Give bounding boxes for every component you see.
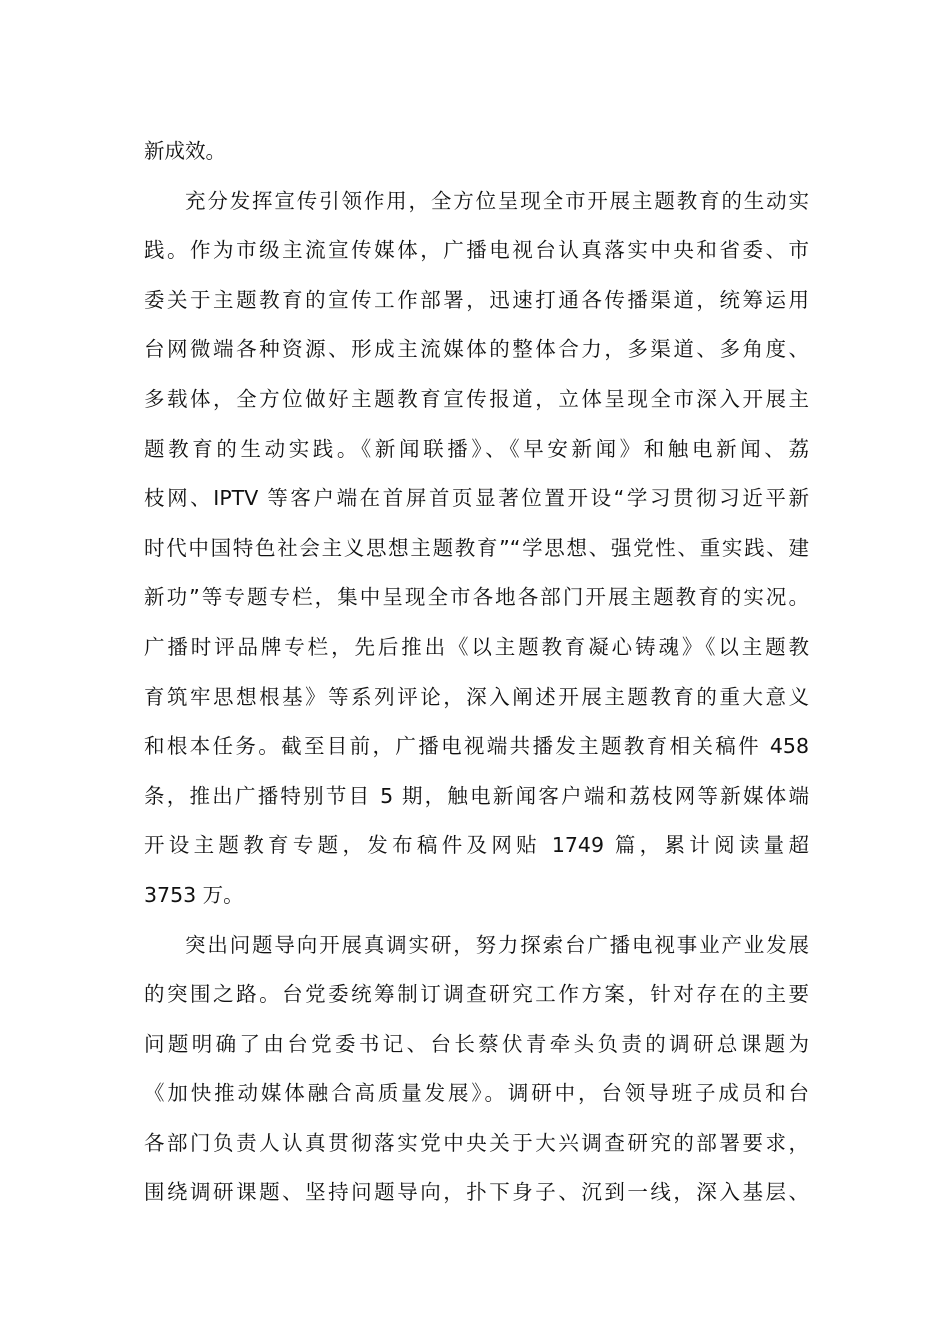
paragraph-2-line-14: 开设主题教育专题，发布稿件及网贴 1749 篇，累计阅读量超 [144,833,809,858]
paragraph-3-line-3: 问题明确了由台党委书记、台长蔡伏青牵头负责的调研总课题为 [144,1031,809,1056]
paragraph-2-line-7: 枝网、IPTV 等客户端在首屏首页显著位置开设“学习贯彻习近平新 [144,486,809,511]
paragraph-3-line-6: 围绕调研课题、坚持问题导向，扑下身子、沉到一线，深入基层、 [144,1180,809,1205]
paragraph-2-line-3: 委关于主题教育的宣传工作部署，迅速打通各传播渠道，统筹运用 [144,287,809,312]
paragraph-3-line-4: 《加快推动媒体融合高质量发展》。调研中，台领导班子成员和台 [144,1081,809,1106]
paragraph-2-line-4: 台网微端各种资源、形成主流媒体的整体合力，多渠道、多角度、 [144,337,809,362]
paragraph-2-line-10: 广播时评品牌专栏，先后推出《以主题教育凝心铸魂》《以主题教 [144,634,809,659]
paragraph-3-line-1: 突出问题导向开展真调实研，努力探索台广播电视事业产业发展 [185,932,809,957]
paragraph-2-line-1: 充分发挥宣传引领作用，全方位呈现全市开展主题教育的生动实 [185,188,809,213]
paragraph-2-line-12: 和根本任务。截至目前，广播电视端共播发主题教育相关稿件 458 [144,734,809,759]
paragraph-2-line-6: 题教育的生动实践。《新闻联播》、《早安新闻》和触电新闻、荔 [144,436,809,461]
document-body [144,127,809,1218]
paragraph-2-line-8: 时代中国特色社会主义思想主题教育”“学思想、强党性、重实践、建 [144,535,809,560]
paragraph-2-line-5: 多载体，全方位做好主题教育宣传报道，立体呈现全市深入开展主 [144,386,809,411]
paragraph-3-line-5: 各部门负责人认真贯彻落实党中央关于大兴调查研究的部署要求， [144,1130,809,1155]
paragraph-2-line-2: 践。作为市级主流宣传媒体，广播电视台认真落实中央和省委、市 [144,238,809,263]
paragraph-2-line-9: 新功”等专题专栏，集中呈现全市各地各部门开展主题教育的实况。 [144,585,809,610]
paragraph-2-line-11: 育筑牢思想根基》等系列评论，深入阐述开展主题教育的重大意义 [144,684,809,709]
paragraph-2-line-13: 条，推出广播特别节目 5 期，触电新闻客户端和荔枝网等新媒体端 [144,783,809,808]
paragraph-3-line-2: 的突围之路。台党委统筹制订调查研究工作方案，针对存在的主要 [144,982,809,1007]
paragraph-2-line-15: 3753 万。 [144,882,244,907]
paragraph-1-line-1: 新成效。 [144,139,226,163]
